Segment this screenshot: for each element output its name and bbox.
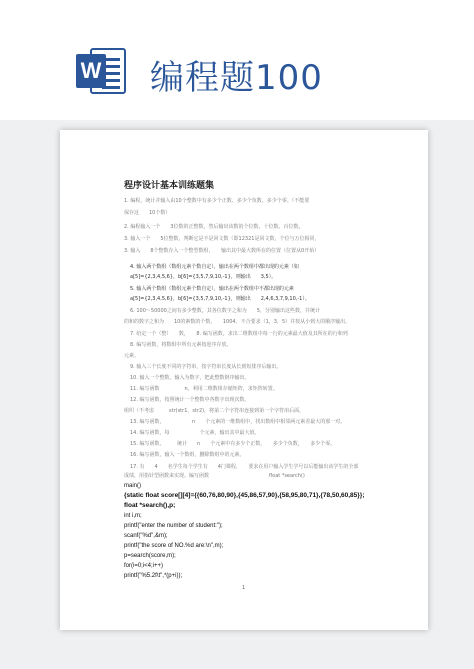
- text-line: 4. 输入两个数组（数组元素个数自定），输出在两个数组中都出现的元素（如: [120, 264, 299, 270]
- text-line: 14. 编写函数，每 个元素，输出其中最大值。: [120, 430, 260, 436]
- text-line: 成绩，用指针型函数来实现。编写函数 float *search(): [124, 473, 305, 479]
- code-line: printf("the score of NO.%d are:\n",m);: [124, 543, 224, 549]
- text-line: 10. 输入一个整数，输入为数字，把此整数倒序输出。: [120, 375, 250, 381]
- text-line: 的和的数字之和为 10的素数的个数， 1004、不合要求（1，3，5）并按从小到大的顺序输出。: [124, 319, 351, 325]
- code-line: printf("enter the number of student:");: [124, 523, 223, 529]
- code-line: for(i=0;i<4;i++): [124, 563, 164, 569]
- text-line: 6. 100～50000之间有多少整数，其各位数字之和为 5，分别输出这些数，并统计: [120, 308, 320, 314]
- text-line: 13. 编写函数， n 个元素的一维数组中，找出数组中相邻两元素差最大的那一对。: [120, 419, 346, 425]
- text-line: a[5]={2,3,4,5,6}，b[6]={3,5,7,9,10,-1}，则输出 2,4,6,3,7,9,10,-1）。: [120, 296, 310, 302]
- text-line: 8. 编写函数，将数组中所有元素按逆序存放。: [120, 342, 232, 348]
- text-line: 保存这 10个数）: [124, 210, 171, 216]
- code-line: p=search(score,m);: [124, 553, 176, 559]
- text-line: 11. 编写函数 n，利用二维数组存储矩阵，求矩阵转置。: [120, 386, 278, 392]
- code-line: int i,m;: [124, 513, 142, 519]
- text-line: 7. 给定一个（整） 数， 8. 编写函数，求出二维数组中每一行的元素最大值及其所在的行和列: [120, 331, 348, 337]
- text-line: 5. 输入两个数组（数组元素个数自定），输出在两个数组中不都出现的元素: [120, 286, 294, 292]
- code-line: printf("%5.2f\t",*(p+i));: [124, 573, 183, 579]
- page-number: 1: [242, 585, 246, 591]
- banner-title: 编程题100: [150, 58, 323, 98]
- text-line: 15. 编写函数， 统计 n 个元素中有多少个正数， 多少个负数， 多少个零。: [120, 441, 336, 447]
- document-title: 程序设计基本训练题集: [124, 181, 215, 191]
- banner: [0, 0, 474, 120]
- text-line: 元素。: [124, 353, 140, 359]
- text-line: 17. 有 4 名学生每个学生有 4门课程， 要求在用户输入学生学号以后能输出该学生的全部: [120, 464, 359, 470]
- code-line: scanf("%d",&m);: [124, 533, 168, 539]
- text-line: 12. 编写函数，按照统计一个整数中各数字出现次数。: [120, 397, 250, 403]
- word-document-icon: [76, 44, 128, 98]
- text-line: 1. 编程，统计并输入由10个整数中有多少个正数、多少个负数、多少个零。（不能要: [124, 198, 310, 204]
- code-line: {static float score[][4]={{60,76,80,90},{45,86,57,90},{58,95,80,71},{78,50,60,85}};: [124, 492, 365, 499]
- code-line: main(): [124, 483, 142, 489]
- text-line: 组织（不考虑 str(str1，str2)，将第二个字符串连接到第一个字符串后面，: [124, 408, 305, 414]
- document-page: [60, 130, 428, 630]
- text-line: 9. 输入三个长度不同的字符串，按字符串长度从长到短排序后输出。: [120, 364, 282, 370]
- text-line: a[5]={2,3,4,5,6}，b[6]={3,5,7,9,10,-1}，则输出 3,5）。: [120, 274, 277, 280]
- text-line: 16. 编写函数，输入一个数组，删除数组中的元素。: [120, 452, 245, 458]
- code-line: float *search(),p;: [124, 502, 176, 509]
- text-line: 3. 输入一个 5位整数，判断它是不是回文数（即12321是回文数，个位与万位相同，: [124, 236, 320, 242]
- word-letter: W: [76, 54, 106, 88]
- text-line: 3. 输入 8个整数存入一个整型数组， 输出其中最大数所在的位置（位置从0开始）: [124, 248, 320, 254]
- text-line: 2. 编程输入一个 3位数的正整数，然后输出该数的个位数、十位数、百位数。: [124, 224, 304, 230]
